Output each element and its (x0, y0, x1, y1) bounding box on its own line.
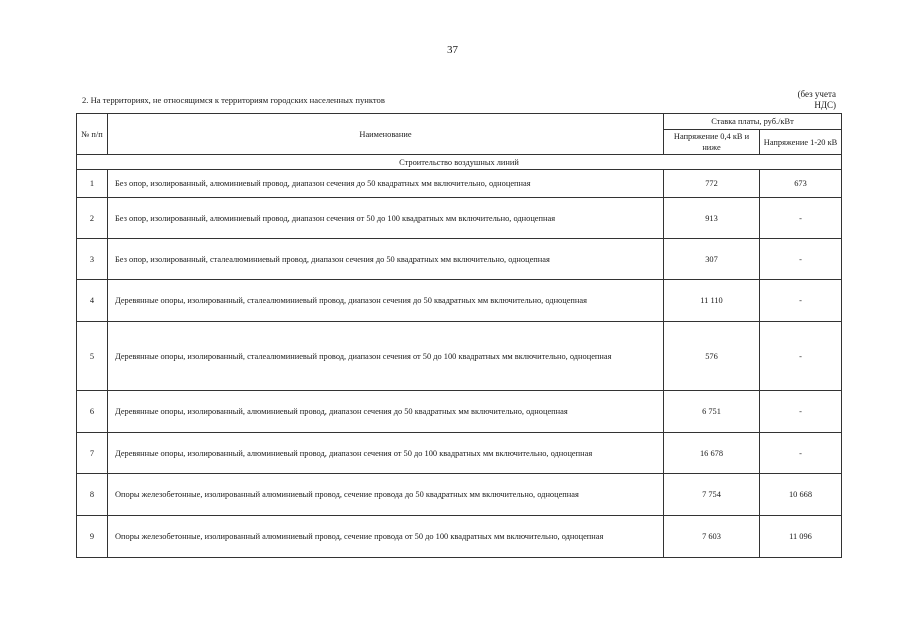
header-rate: Ставка платы, руб./кВт (664, 114, 842, 130)
row-name: Деревянные опоры, изолированный, сталеалюминиевый провод, диапазон сечения до 50 квадратных мм включительно, одноцепная (108, 280, 664, 322)
row-name: Опоры железобетонные, изолированный алюминиевый провод, сечение провода от 50 до 100 квадратных мм включительно, одноцепная (108, 516, 664, 558)
row-num: 5 (77, 322, 108, 391)
group-title: Строительство воздушных линий (77, 155, 842, 170)
table-row (77, 198, 842, 239)
unit-note: (без учета НДС) (797, 89, 836, 110)
row-num: 4 (77, 280, 108, 322)
table-row (77, 391, 842, 433)
row-value-04kv: 576 (664, 322, 760, 391)
row-name: Деревянные опоры, изолированный, алюминиевый провод, диапазон сечения до 50 квадратных мм включительно, одноцепная (108, 391, 664, 433)
row-name: Без опор, изолированный, сталеалюминиевый провод, диапазон сечения до 50 квадратных мм включительно, одноцепная (108, 239, 664, 280)
row-value-04kv: 7 603 (664, 516, 760, 558)
table-row (77, 170, 842, 198)
row-num: 8 (77, 474, 108, 516)
row-value-20kv: 10 668 (760, 474, 842, 516)
row-num: 3 (77, 239, 108, 280)
header-voltage-mid: Напряжение 1-20 кВ (760, 130, 842, 155)
row-num: 9 (77, 516, 108, 558)
table-row (77, 239, 842, 280)
row-value-04kv: 772 (664, 170, 760, 198)
row-value-20kv: 11 096 (760, 516, 842, 558)
row-value-04kv: 16 678 (664, 433, 760, 474)
row-num: 1 (77, 170, 108, 198)
header-name: Наименование (108, 114, 664, 155)
row-value-20kv: 673 (760, 170, 842, 198)
section-heading: 2. На территориях, не относящимся к территориям городских населенных пунктов (82, 95, 385, 105)
row-num: 6 (77, 391, 108, 433)
group-row (77, 155, 842, 170)
row-name: Деревянные опоры, изолированный, алюминиевый провод, диапазон сечения от 50 до 100 квадратных мм включительно, одноцепная (108, 433, 664, 474)
row-value-04kv: 7 754 (664, 474, 760, 516)
row-num: 2 (77, 198, 108, 239)
table-row (77, 433, 842, 474)
row-name: Опоры железобетонные, изолированный алюминиевый провод, сечение провода до 50 квадратных мм включительно, одноцепная (108, 474, 664, 516)
header-num: № п/п (77, 114, 108, 155)
table-row (77, 322, 842, 391)
header-voltage-low: Напряжение 0,4 кВ и ниже (664, 130, 760, 155)
row-value-20kv: - (760, 198, 842, 239)
row-value-20kv: - (760, 433, 842, 474)
row-name: Без опор, изолированный, алюминиевый провод, диапазон сечения от 50 до 100 квадратных мм включительно, одноцепная (108, 198, 664, 239)
page-number: 37 (447, 44, 458, 56)
tariff-table (76, 113, 842, 558)
row-value-04kv: 913 (664, 198, 760, 239)
row-value-20kv: - (760, 280, 842, 322)
row-value-20kv: - (760, 322, 842, 391)
table-row (77, 280, 842, 322)
table-row (77, 474, 842, 516)
row-name: Деревянные опоры, изолированный, сталеалюминиевый провод, диапазон сечения от 50 до 100 квадратных мм включительно, одноцепная (108, 322, 664, 391)
row-name: Без опор, изолированный, алюминиевый провод, диапазон сечения до 50 квадратных мм включительно, одноцепная (108, 170, 664, 198)
row-value-20kv: - (760, 391, 842, 433)
table-row (77, 516, 842, 558)
row-value-04kv: 11 110 (664, 280, 760, 322)
row-value-20kv: - (760, 239, 842, 280)
row-num: 7 (77, 433, 108, 474)
row-value-04kv: 6 751 (664, 391, 760, 433)
row-value-04kv: 307 (664, 239, 760, 280)
